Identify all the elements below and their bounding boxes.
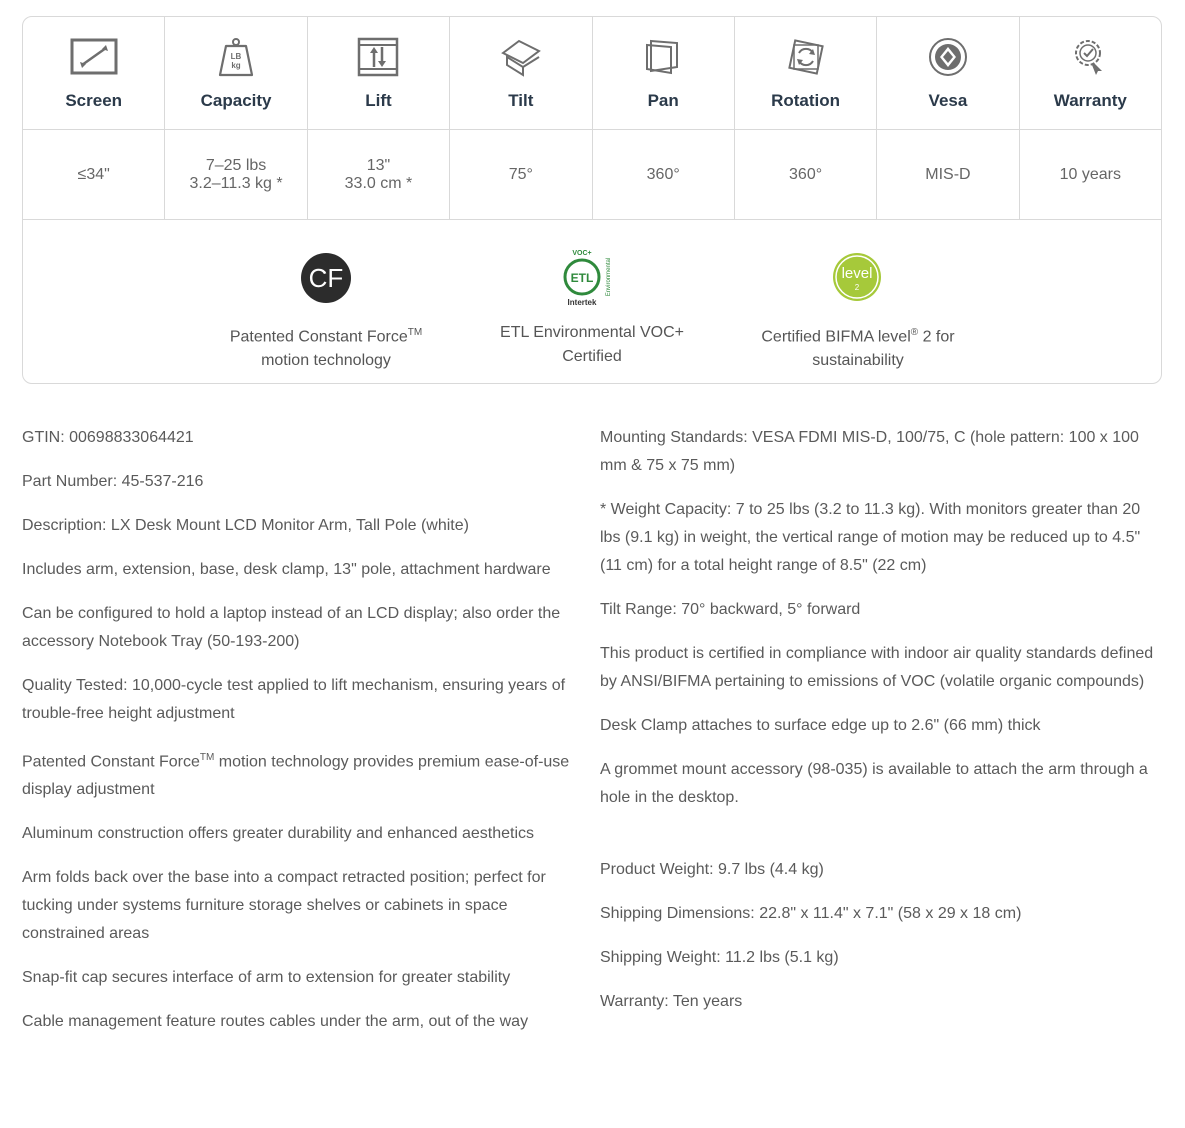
warranty-icon	[1066, 37, 1114, 77]
spacer	[600, 828, 1160, 856]
svg-text:VOC+: VOC+	[572, 249, 592, 257]
spec-value-line: 7–25 lbs	[205, 156, 267, 174]
spec-value	[735, 130, 876, 220]
spec-value-line: 33.0 cm *	[344, 174, 413, 192]
detail-item: Patented Constant Force™ motion technology provides premium ease-of-use display adjustment	[22, 752, 570, 799]
etl-logo	[562, 247, 622, 309]
detail-item: Desk Clamp attaches to surface edge up to 2.6" (66 mm) thick	[600, 717, 1041, 734]
cert-constant-force	[196, 250, 456, 373]
spec-value-line: 3.2–11.3 kg *	[189, 174, 283, 192]
detail-item: Aluminum construction offers greater durability and enhanced aesthetics	[22, 825, 534, 843]
spec-col-lift	[308, 17, 450, 220]
spec-grid	[23, 17, 1161, 220]
spec-label: Rotation	[771, 91, 841, 110]
detail-item: Shipping Dimensions: 22.8" x 11.4" x 7.1" (58 x 29 x 18 cm)	[600, 905, 1022, 922]
screen-icon	[70, 37, 118, 77]
details-right-column	[600, 424, 1160, 1032]
detail-item: Description: LX Desk Mount LCD Monitor Arm, Tall Pole (white)	[22, 517, 469, 534]
svg-text:2: 2	[854, 282, 860, 292]
spec-value-line: 360°	[789, 165, 823, 183]
detail-item: Tilt Range: 70° backward, 5° forward	[600, 601, 861, 618]
spec-card	[22, 16, 1162, 384]
detail-item: This product is certified in compliance with indoor air quality standards defined by ANSI/BIFMA pertaining to emissions of VOC (volatile organic compounds)	[600, 645, 1154, 690]
spec-value	[308, 130, 449, 220]
detail-item: * Weight Capacity: 7 to 25 lbs (3.2 to 11.3 kg). With monitors greater than 20 lbs (9.1 kg) in weight, the vertical range of motion may be reduced up to 4.5" (11 cm) for a total height range of 8.5" (22 cm)	[600, 501, 1141, 574]
spec-value	[165, 130, 306, 220]
bifma-level-logo	[830, 250, 886, 306]
pan-icon	[639, 37, 687, 77]
spec-value-line: MIS-D	[925, 165, 971, 183]
detail-item: GTIN: 00698833064421	[22, 429, 194, 446]
spec-label: Warranty	[1053, 91, 1127, 110]
spec-label: Lift	[365, 91, 392, 110]
svg-text:level: level	[841, 264, 873, 282]
spec-value	[450, 130, 591, 220]
svg-text:kg: kg	[231, 61, 241, 70]
svg-text:Environmental: Environmental	[606, 257, 612, 296]
svg-text:ETL: ETL	[570, 270, 594, 285]
cert-bifma-level	[728, 250, 988, 373]
cert-text: ETL Environmental VOC+ Certified	[500, 324, 684, 365]
detail-item: Quality Tested: 10,000-cycle test applied to lift mechanism, ensuring years of trouble-free height adjustment	[22, 677, 566, 722]
spec-col-screen	[23, 17, 165, 220]
spec-label: Tilt	[508, 91, 534, 110]
spec-col-rotation	[735, 17, 877, 220]
detail-item: Shipping Weight: 11.2 lbs (5.1 kg)	[600, 949, 839, 966]
spec-value	[23, 130, 164, 220]
spec-col-capacity	[165, 17, 307, 220]
cert-text: Certified BIFMA level® 2 for sustainability	[761, 327, 955, 370]
svg-text:LB: LB	[230, 52, 242, 61]
spec-value-line: 360°	[646, 165, 680, 183]
svg-text:CF: CF	[308, 262, 344, 293]
detail-item: Mounting Standards: VESA FDMI MIS-D, 100/75, C (hole pattern: 100 x 100 mm & 75 x 75 mm)	[600, 429, 1139, 474]
details-left-column	[22, 424, 582, 1052]
spec-value-line: 10 years	[1059, 165, 1121, 183]
spec-value-line: ≤34"	[77, 165, 110, 183]
detail-item: Product Weight: 9.7 lbs (4.4 kg)	[600, 861, 824, 878]
spec-value	[877, 130, 1018, 220]
certifications-row	[23, 220, 1161, 383]
detail-item: Warranty: Ten years	[600, 993, 743, 1010]
spec-value	[1020, 130, 1161, 220]
spec-value	[593, 130, 734, 220]
lift-icon	[354, 37, 402, 77]
detail-item: Part Number: 45-537-216	[22, 473, 204, 490]
weight-icon	[212, 37, 260, 77]
spec-col-warranty	[1020, 17, 1161, 220]
detail-item: Snap-fit cap secures interface of arm to extension for greater stability	[22, 969, 511, 987]
spec-value-line: 13"	[366, 156, 391, 174]
detail-item: Can be configured to hold a laptop instead of an LCD display; also order the accessory Notebook Tray (50-193-200)	[22, 605, 561, 650]
spec-value-line: 75°	[508, 165, 533, 183]
constant-force-logo	[300, 252, 352, 304]
rotation-icon	[782, 37, 830, 77]
spec-label: Vesa	[928, 91, 968, 110]
spec-col-vesa	[877, 17, 1019, 220]
detail-item: Arm folds back over the base into a compact retracted position; perfect for tucking under systems furniture storage shelves or cabinets in space constrained areas	[22, 869, 546, 943]
cert-etl-voc	[462, 250, 722, 369]
spec-label: Screen	[65, 91, 123, 110]
detail-item: Includes arm, extension, base, desk clamp, 13" pole, attachment hardware	[22, 561, 551, 578]
detail-item: A grommet mount accessory (98-035) is available to attach the arm through a hole in the desktop.	[600, 761, 1148, 806]
spec-col-tilt	[450, 17, 592, 220]
svg-text:Intertek: Intertek	[567, 297, 597, 307]
detail-item: Cable management feature routes cables under the arm, out of the way	[22, 1013, 529, 1031]
tilt-icon	[497, 37, 545, 77]
cert-text: Patented Constant Force™ motion technology	[229, 327, 423, 370]
spec-label: Pan	[647, 91, 679, 110]
spec-col-pan	[593, 17, 735, 220]
spec-label: Capacity	[200, 91, 272, 110]
vesa-icon	[924, 37, 972, 77]
